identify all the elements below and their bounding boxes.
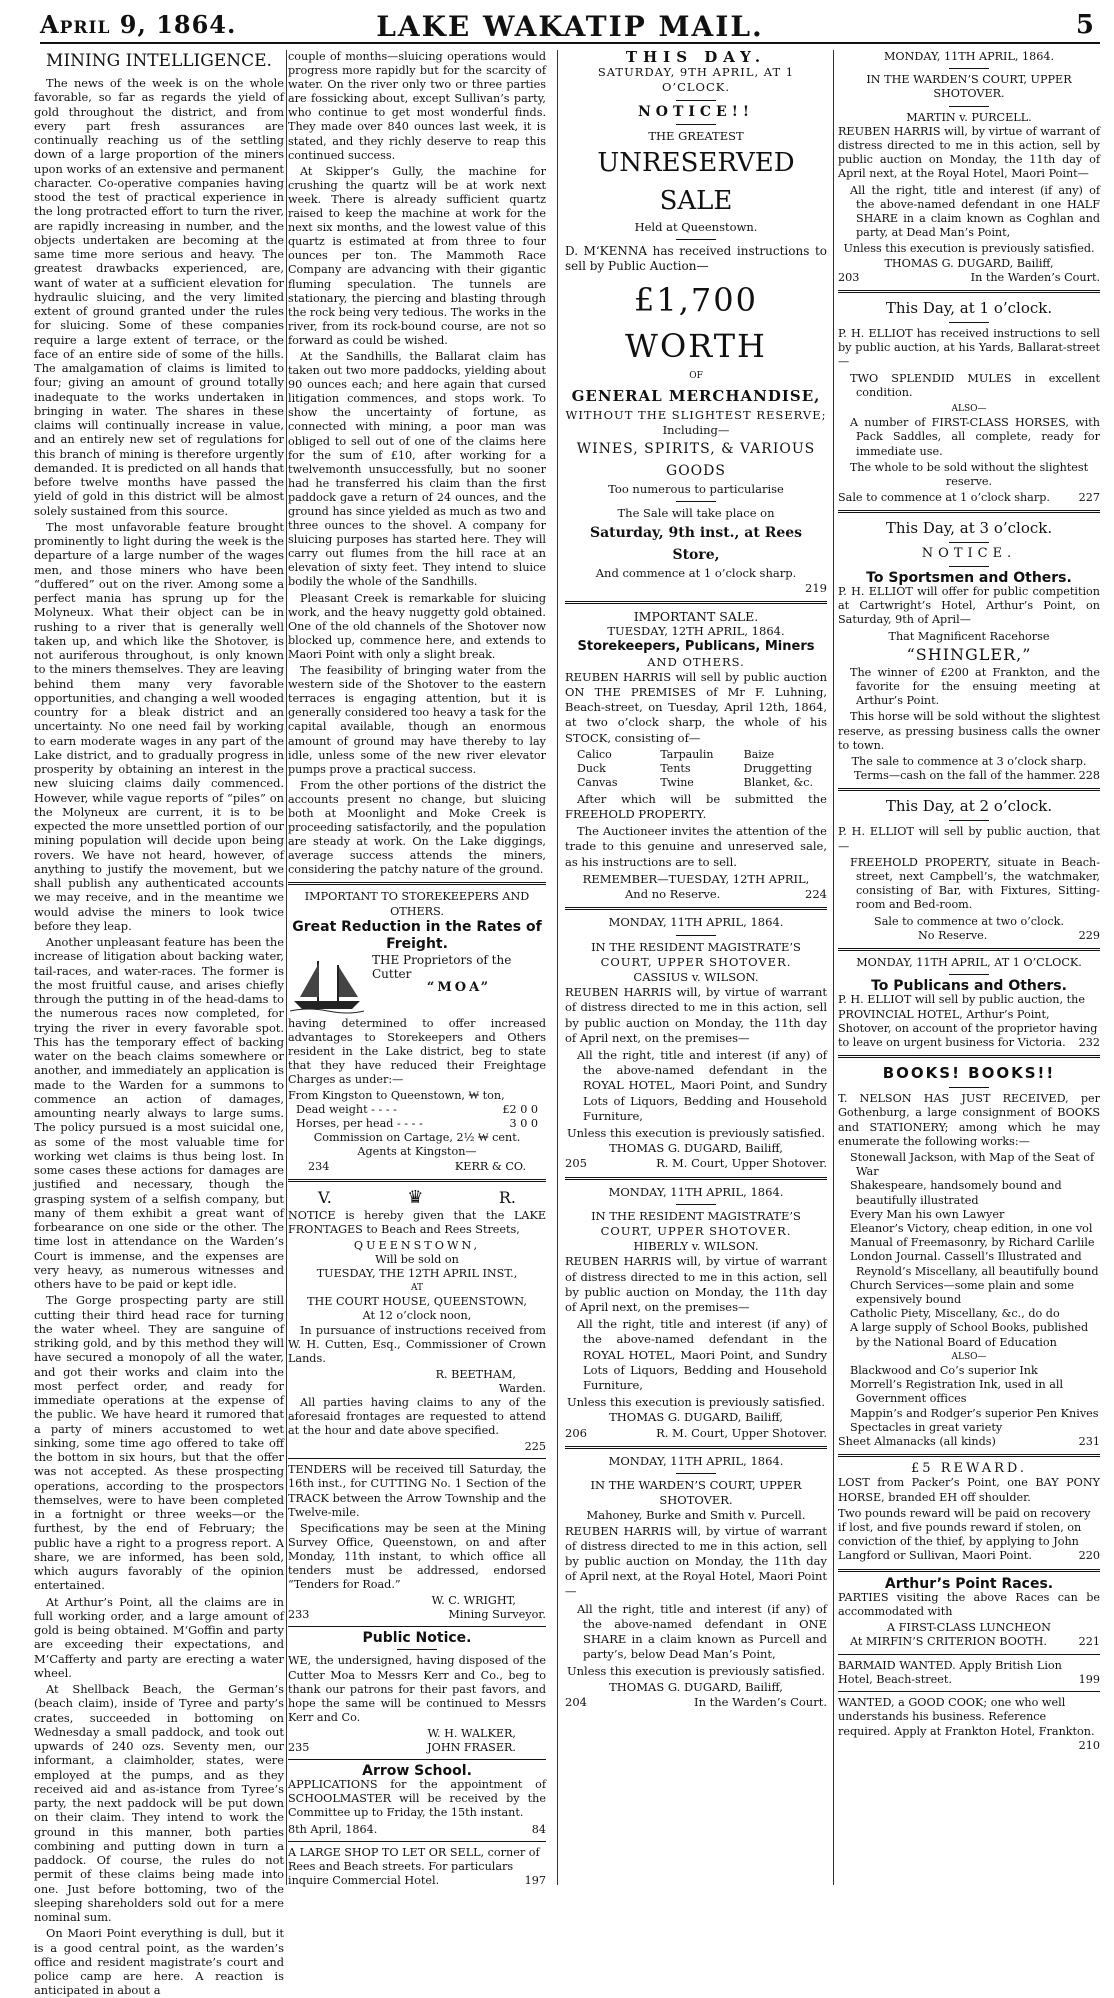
divider bbox=[565, 1446, 827, 1449]
mahoney-notice bbox=[565, 1454, 827, 1710]
ad-number: 197 bbox=[524, 1873, 546, 1887]
notice-line: Unless this execution is previously satisfied. bbox=[566, 1125, 826, 1140]
article-paragraph: At the Sandhills, the Ballarat claim has taken out two more paddocks, yielding about 90 ounces each; and here again that cursed litigation commences, and stops work. To show the uncertainty of fortune, as connected with mining, a poor man was obliged to sell out of one of the claims here for the sum of £10, after working for a twelvemonth unsuccessfully, but no sooner had he transferred his claim than the first paddock gave a return of 24 ounces, and the ground has since yielded as much as two and three ounces to the shovel. A company for sluicing purposes has started here. They will carry out flumes from the hill race at an elevation of sixty feet. They intend to sluice bodily the whole of the Sandhills. bbox=[288, 349, 546, 589]
moa-footer: 234 KERR & CO. bbox=[308, 1159, 526, 1173]
cook-notice bbox=[838, 1696, 1100, 1752]
article-paragraph: The most unfavorable feature brought prominently to light during the week is the departure of a large number of the wages men, and those miners who have been “duffered” out on the river. Among some a perfect mania has sprung up for the Molyneux. What their object can be in rushing to a river that is generally well taken up, and which like the Shotover, is not auriferous throughout, is only known to the miners themselves. They are leaving behind them many very favorable opportunities, and changing a well wooded country for a bleak district and an uncertainty. No one need fail by working to earn moderate wages in any part of the Lake district, and to gradually progress in prosperity by obtaining an interest in the new sluicing claims daily commenced. However, while vague reports of “piles” on the Molyneux are current, it is to be expected the more unsettled portion of our mining population will decide upon being rovers. We have not heard, however, of anything to justify the movement, but we shall publish any authenticated accounts we may receive, and in the meantime we would advise the miners to look twice before they leap. bbox=[34, 519, 284, 933]
column-1 bbox=[34, 50, 284, 1998]
article-paragraph: At Arthur’s Point, all the claims are in full working order, and a large amount of gold is being obtained. M‘Goffin and party are exceeding their expectations, and M‘Cafferty and party are erecting a water wheel. bbox=[34, 1594, 284, 1680]
notice-subheading: Storekeepers, Publicans, Miners bbox=[577, 639, 815, 655]
article-paragraph: From the other portions of the district the accounts present no change, but sluicing both at Moonlight and Moke Creek is proceeding satisfactorily, and the population are steady at work. On the Lake diggings, average success attends the miners, considering the patchy nature of the ground. bbox=[288, 778, 546, 877]
article-paragraph: couple of months—sluicing operations would progress more rapidly but for the scarcity of water. On the river only two or three parties are fossicking about, except Sullivan’s party, who continue to get most wonderful finds. They made over 840 ounces last week, it is stated, and they richly deserve to reap this continued success. bbox=[288, 50, 546, 162]
article-paragraph: At Skipper’s Gully, the machine for crushing the quartz will be at work next week. There is already sufficient quartz raised to keep the machine at work for the next six months, and the lowest value of this quartz is estimated at from three to four ounces per ton. The Mammoth Race Company are advancing with their gigantic fluming speculation. The tunnels are stationary, the piercing and blasting through the rock being very tedious. The works in the river, from its rock-bound course, are not so forward as could be wished. bbox=[288, 164, 546, 347]
notice-line: AT bbox=[410, 1283, 423, 1294]
sale-line: Held at Queenstown. bbox=[634, 220, 758, 235]
book-item: Spectacles in great variety bbox=[850, 1420, 1003, 1434]
freehold-notice bbox=[838, 796, 1100, 943]
divider bbox=[949, 1087, 989, 1088]
notice-date: MONDAY, 11TH APRIL, 1864. bbox=[608, 1453, 784, 1468]
sale-line: AND OTHERS. bbox=[647, 654, 745, 669]
mining-intelligence-title: MINING INTELLIGENCE. bbox=[46, 51, 272, 71]
reward-notice bbox=[838, 1462, 1100, 1563]
notice-body: P. H. ELLIOT will sell by public auction, that— bbox=[838, 825, 1100, 853]
notice-body: T. NELSON HAS JUST RECEIVED, per Gothenburg, a large consignment of BOOKS and STATIONERY; among which he may enumerate the following works:— bbox=[838, 1092, 1100, 1148]
divider bbox=[838, 510, 1100, 513]
ship-icon bbox=[288, 955, 366, 1015]
sale-body: D. M‘KENNA has received instructions to sell by Public Auction— bbox=[565, 244, 827, 274]
notice-body: This horse will be sold without the slightest reserve, as pressing business calls the owner to town. bbox=[838, 710, 1100, 752]
important-sale bbox=[565, 609, 827, 902]
notice-body: BARMAID WANTED. Apply British Lion Hotel, Beach-street. bbox=[838, 1658, 1062, 1686]
hiberly-footer: 206 R. M. Court, Upper Shotover. bbox=[565, 1425, 827, 1440]
notice-body: All the right, title and interest (if any) of the above-named defendant in the ROYAL HOTEL, Maori Point, and Sundry Lots of Liquors, Bedding and Household Furniture, bbox=[577, 1047, 827, 1123]
signer: THOMAS G. DUGARD, Bailiff, bbox=[884, 256, 1054, 270]
column-rule bbox=[286, 50, 287, 1885]
ad-number: 225 bbox=[524, 1440, 546, 1454]
ad-number: 219 bbox=[805, 580, 827, 595]
notice-heading: IMPORTANT SALE. bbox=[633, 609, 759, 625]
divider bbox=[838, 948, 1100, 951]
divider bbox=[565, 601, 827, 604]
notice-body: P. H. ELLIOT will sell by public auction, the PROVINCIAL HOTEL, Arthur’s Point, Shotover, on account of the proprietor having to leave on urgent business for Victoria. bbox=[838, 993, 1098, 1049]
column-3 bbox=[565, 50, 827, 1885]
sale-headline: UNRESERVED SALE bbox=[597, 148, 795, 217]
case-name: CASSIUS v. WILSON. bbox=[633, 969, 759, 984]
divider bbox=[288, 1759, 546, 1760]
races-footer: At MIRFIN’S CRITERION BOOTH. 221 bbox=[850, 1635, 1100, 1649]
page-number: 5 bbox=[1075, 10, 1094, 40]
masthead bbox=[40, 8, 1100, 44]
divider bbox=[949, 106, 989, 107]
court-name: IN THE RESIDENT MAGISTRATE’S bbox=[591, 1208, 801, 1223]
notice-line: ALSO— bbox=[951, 1351, 987, 1362]
book-item: Every Man his own Lawyer bbox=[850, 1207, 1005, 1221]
notice-body: The whole to be sold without the slightest reserve. bbox=[849, 460, 1089, 489]
notice-line: Unless this execution is previously satisfied. bbox=[566, 1664, 826, 1679]
article-paragraph: Pleasant Creek is remarkable for sluicing work, and the heavy nuggetty gold obtained. One of the old channels of the Shotover now blocked up, commence here, and extends to Maori Point with only a slight break. bbox=[288, 591, 546, 661]
sale-line: OF bbox=[689, 370, 703, 381]
sale-line: THE GREATEST bbox=[648, 128, 744, 143]
moa-route: From Kingston to Queenstown, ₩ ton, bbox=[288, 1089, 505, 1103]
notice-body: All the right, title and interest (if any) of the above-named defendant in the ROYAL HOTEL, Maori Point, and Sundry Lots of Liquors, Bedding and Household Furniture, bbox=[577, 1317, 827, 1392]
column-4 bbox=[838, 50, 1100, 1885]
divider bbox=[397, 1649, 437, 1650]
book-item: Morrell’s Registration Ink, used in all Government offices bbox=[850, 1378, 1064, 1406]
notice-body: APPLICATIONS for the appointment of SCHOOLMASTER will be received by the Committee up to Friday, the 15th instant. bbox=[288, 1778, 546, 1820]
column-rule bbox=[833, 50, 834, 1885]
court-name: COURT, UPPER SHOTOVER. bbox=[600, 954, 792, 969]
notice-heading: £5 REWARD. bbox=[911, 1461, 1027, 1477]
notice-body: P. H. ELLIOT has received instructions to sell by public auction, at his Yards, Ballarat-street— bbox=[838, 327, 1100, 369]
cassius-notice bbox=[565, 915, 827, 1171]
notice-body: WANTED, a GOOD COOK; one who well understands his business. Reference required. Apply at Frankton Hotel, Frankton. bbox=[838, 1696, 1095, 1738]
book-item: London Journal. Cassell’s Illustrated and Reynold’s Miscellany, all beautifully bound bbox=[850, 1250, 1099, 1278]
divider bbox=[288, 1458, 546, 1459]
sale-line: WITHOUT THE SLIGHTEST RESERVE; bbox=[565, 407, 827, 422]
notice-line: ALSO— bbox=[951, 404, 987, 415]
divider bbox=[838, 1569, 1100, 1572]
books-footer: Sheet Almanacks (all kinds) 231 bbox=[838, 1435, 1100, 1449]
stock-item: Blanket, &c. bbox=[743, 775, 813, 789]
divider bbox=[676, 100, 716, 101]
divider bbox=[288, 1626, 546, 1627]
notice-body: REUBEN HARRIS will, by virtue of warrant of distress directed to me in this action, sell by public auction on Monday, the 11th day of April next, on the premises— bbox=[565, 1254, 827, 1314]
book-item: Mappin’s and Rodger’s superior Pen Knives bbox=[850, 1406, 1099, 1420]
notice-body: Two pounds reward will be paid on recovery if lost, and five pounds reward if stolen, on conviction of the thief, by applying to John Langford or Sullivan, Maori Point. bbox=[838, 1506, 1091, 1563]
book-item: A large supply of School Books, published by the National Board of Education bbox=[850, 1321, 1089, 1349]
shingler-notice bbox=[838, 518, 1100, 783]
case-name: Mahoney, Burke and Smith v. Purcell. bbox=[586, 1508, 806, 1523]
races-notice bbox=[838, 1577, 1100, 1650]
book-item: Catholic Piety, Miscellany, &c., do do bbox=[850, 1307, 1060, 1321]
article-paragraph: On Maori Point everything is dull, but it is a good central point, as the warden’s office and resident magistrate’s court and police camp are here. A reaction is anticipated in about a bbox=[34, 1926, 284, 1998]
sale-body: The Auctioneer invites the attention of the trade to this genuine and unreserved sale, as his instructions are to sell. bbox=[565, 824, 827, 869]
lake-frontages-notice bbox=[288, 1209, 546, 1455]
divider bbox=[838, 788, 1100, 791]
tenders-notice bbox=[288, 1463, 546, 1622]
stock-items bbox=[577, 748, 827, 790]
freehold-footer: No Reserve. 229 bbox=[918, 928, 1100, 942]
notice-body: REUBEN HARRIS will, by virtue of warrant of distress directed to me in this action, sell by public auction on Monday, the 11th day of April next, at the Royal Hotel, Maori Point— bbox=[565, 1523, 827, 1599]
arrow-school-footer: 8th April, 1864. 84 bbox=[288, 1822, 546, 1836]
divider bbox=[838, 290, 1100, 293]
divider bbox=[676, 239, 716, 240]
sale-body: REUBEN HARRIS will sell by public auction ON THE PREMISES of Mr F. Luhning, Beach-street, on Tuesday, April 12th, 1864, at two o’clock sharp, the whole of his STOCK, consisting of— bbox=[565, 669, 827, 745]
signer: THOMAS G. DUGARD, Bailiff, bbox=[609, 1410, 783, 1425]
stock-item: Calico bbox=[577, 747, 612, 761]
divider bbox=[949, 68, 989, 69]
article-paragraph: At Shellback Beach, the German’s (beach claim), inside of Tyree and party’s crates, succeeded in bottoming on Wednesday a small paddock, and took out upwards of 240 ozs. Seventy men, our informant, a claimholder, states, were employed at the pumps, and as they received aid and as-istance from Tyree’s party, the next paddock will be put down on their claim. They intend to work the ground in this manner, both parties combining and putting down in turn a paddock. Of course, the rules do not permit of these claims being made into one. Just before bottoming, two of the sleeping shareholders sold out for a mere nominal sum. bbox=[34, 1682, 284, 1924]
case-name: HIBERLY v. WILSON. bbox=[633, 1239, 759, 1254]
this-day-heading: THIS DAY. bbox=[625, 48, 767, 66]
notice-body: A LARGE SHOP TO LET OR SELL, corner of Rees and Beach streets. For particulars inquire Commercial Hotel. bbox=[288, 1845, 540, 1887]
notice-body: Specifications may be seen at the Mining Survey Office, Queenstown, on and after Monday, 11th instant, to which office all tenders must be addressed, endorsed “Tenders for Road.” bbox=[288, 1521, 546, 1592]
column-rule bbox=[557, 50, 558, 1885]
moa-intro: THE Proprietors of the Cutter bbox=[372, 952, 512, 981]
notice-body: LOST from Packer’s Point, one BAY PONY HORSE, branded EH off shoulder. bbox=[838, 1476, 1100, 1504]
hiberly-notice bbox=[565, 1185, 827, 1441]
notice-line: Sale to commence at two o’clock. bbox=[874, 914, 1064, 928]
notice-line: That Magnificent Racehorse bbox=[888, 629, 1050, 643]
stock-item: Twine bbox=[660, 775, 694, 789]
notice-line: A FIRST-CLASS LUNCHEON bbox=[887, 1621, 1051, 1635]
important-sale-footer: And no Reserve. 224 bbox=[625, 887, 827, 902]
stock-item: Druggetting bbox=[743, 761, 812, 775]
sale-line: And commence at 1 o’clock sharp. bbox=[595, 565, 797, 580]
moa-heading: IMPORTANT TO STOREKEEPERS AND OTHERS. bbox=[304, 890, 530, 918]
signer: R. BEETHAM, bbox=[435, 1367, 516, 1381]
notice-subheading: To Publicans and Others. bbox=[871, 978, 1067, 995]
ad-number: 199 bbox=[1078, 1672, 1100, 1686]
notice-line: The sale to commence at 3 o’clock sharp. bbox=[851, 754, 1087, 768]
signer: W. C. WRIGHT, bbox=[431, 1594, 516, 1608]
signer-role: Warden. bbox=[498, 1381, 546, 1395]
notice-date: MONDAY, 11TH APRIL, 1864. bbox=[883, 50, 1055, 63]
divider bbox=[949, 566, 989, 567]
crown-icon: ♛ bbox=[407, 1186, 424, 1208]
ad-number: 232 bbox=[1078, 1035, 1100, 1049]
sale-line: The Sale will take place on bbox=[617, 506, 775, 521]
public-notice-footer: 235 JOHN FRASER. bbox=[288, 1741, 516, 1755]
court-name: COURT, UPPER SHOTOVER. bbox=[600, 1223, 792, 1238]
signer: THOMAS G. DUGARD, Bailiff, bbox=[609, 1141, 783, 1156]
notice-body: NOTICE is hereby given that the LAKE FRONTAGES to Beach and Rees Streets, bbox=[288, 1208, 546, 1236]
mules-footer: Sale to commence at 1 o’clock sharp. 227 bbox=[838, 491, 1100, 505]
sale-date: TUESDAY, 12TH APRIL, 1864. bbox=[607, 624, 785, 639]
vr-header: V. ♛ R. bbox=[318, 1186, 516, 1208]
book-item: Church Services—some plain and some expensively bound bbox=[850, 1278, 1075, 1307]
martin-footer: 203 In the Warden’s Court. bbox=[838, 270, 1100, 284]
notice-body: The winner of £200 at Frankton, and the favorite for the ensuing meeting at Arthur’s Point. bbox=[850, 665, 1100, 708]
divider bbox=[838, 1055, 1100, 1058]
court-name: IN THE WARDEN’S COURT, UPPER SHOTOVER. bbox=[866, 73, 1072, 101]
book-item: Shakespeare, handsomely bound and beautifully illustrated bbox=[850, 1179, 1062, 1207]
notice-date: MONDAY, 11TH APRIL, 1864. bbox=[608, 1184, 784, 1199]
divider bbox=[288, 882, 546, 885]
divider bbox=[949, 820, 989, 821]
article-paragraph: The Gorge prospecting party are still cutting their third head race for turning the water wheel. They are sanguine of striking gold, and by this method they will have secured a monopoly of all the water, and got their works and claim into the most perfect order, and ready for immediate operations at the expense of the public. We have heard it rumored that a party of miners accustomed to wet sinking, some time ago offered to take off the bottom in six hours, but that the offer was not accepted. As these prospecting operations, according to the prospectors themselves, were to have been completed in a fortnight or three weeks—or the furthest, by the end of February; the public have a right to a progress report. A share, we are informed, has been sold, which augurs favorably of the opinion entertained. bbox=[34, 1293, 284, 1593]
divider bbox=[676, 124, 716, 125]
public-notice bbox=[288, 1631, 546, 1755]
sale-date: SATURDAY, 9TH APRIL, AT 1 O’CLOCK. bbox=[597, 65, 795, 95]
signer: THOMAS G. DUGARD, Bailiff, bbox=[609, 1679, 783, 1694]
sale-line: REMEMBER—TUESDAY, 12TH APRIL, bbox=[582, 871, 810, 886]
book-item: Stonewall Jackson, with Map of the Seat of War bbox=[850, 1150, 1095, 1179]
notice-subheading: To Sportsmen and Others. bbox=[866, 569, 1072, 586]
ad-number: 220 bbox=[1078, 1549, 1100, 1563]
mahoney-footer: 204 In the Warden’s Court. bbox=[565, 1694, 827, 1709]
divider bbox=[838, 1454, 1100, 1457]
sale-goods: GENERAL MERCHANDISE, bbox=[571, 386, 821, 405]
notice-line: Unless this execution is previously satisfied. bbox=[566, 1395, 826, 1410]
divider bbox=[288, 1179, 546, 1182]
divider bbox=[676, 501, 716, 502]
divider bbox=[288, 1841, 546, 1842]
notice-line: Unless this execution is previously satisfied. bbox=[843, 242, 1095, 256]
article-paragraph: Another unpleasant feature has been the increase of litigation about backing water, tail-races, and water-races. The former is the most fruitful cause, and arises chiefly through the putting in of the head-dams to the numerous races now completed, for trying the river in every favorable spot. This has the temporary effect of backing water on the beach claims somewhere or another, and immediately an application is made to the Warden for a summons to commence an action of damages, amounting nearly always to large sums. The policy pursued is a most suicidal one, as some of the most valuable time for working wet claims is thus being lost. In some cases these actions for damages are justified and necessary, though the grasping system of a selfish company, but many of them exhibit a great want of forbearance on one side or the other. The time lost in attendance on the Warden’s Court is immense, and the expenses are very heavy, as numerous witnesses and others have to be paid or kept idle. bbox=[34, 935, 284, 1291]
ad-number: 210 bbox=[1078, 1738, 1100, 1752]
notice-body: FREEHOLD PROPERTY, situate in Beach-street, next Campbell’s, the watchmaker, consisting of Bar, with Fixtures, Sitting-room and Bed-room. bbox=[850, 855, 1100, 912]
arrow-school-notice bbox=[288, 1764, 546, 1836]
notice-heading: Arrow School. bbox=[362, 1763, 472, 1780]
moa-subheading: Great Reduction in the Rates of Freight. bbox=[292, 918, 542, 952]
notice-time: At 12 o’clock noon, bbox=[362, 1309, 472, 1323]
sale-when: Saturday, 9th inst., at Rees Store, bbox=[589, 524, 803, 563]
notice-heading: Arthur’s Point Races. bbox=[884, 1575, 1054, 1592]
martin-notice bbox=[838, 50, 1100, 285]
notice-body: WE, the undersigned, having disposed of the Cutter Moa to Messrs Kerr and Co., beg to thank our patrons for their past favors, and hope the same will be continued to Messrs Kerr and Co. bbox=[288, 1654, 546, 1724]
court-name: IN THE WARDEN’S COURT, UPPER SHOTOVER. bbox=[590, 1478, 802, 1508]
article-paragraph: The feasibility of bringing water from the western side of the Shotover to the eastern terraces is engaging attention, but it is generally considered too heavy a task for the capital available, though an enormous amount of ground may have thereby to lay idle, unless some of the new river elevator pumps prove a practical success. bbox=[288, 664, 546, 776]
notice-body: All the right, title and interest (if any) of the above-named defendant in ONE SHARE in a claim known as Purcell and party’s, below Dead Man’s Point, bbox=[577, 1601, 827, 1662]
notice-heading: Public Notice. bbox=[362, 1630, 472, 1647]
moa-commission: Commission on Cartage, 2½ ₩ cent. bbox=[313, 1131, 521, 1145]
horse-name: “SHINGLER,” bbox=[906, 644, 1032, 664]
book-item: Blackwood and Co’s superior Ink bbox=[850, 1364, 1038, 1378]
town-name: QUEENSTOWN, bbox=[353, 1238, 481, 1252]
moa-ship-name: “MOA” bbox=[426, 979, 492, 995]
stock-item: Baize bbox=[743, 747, 775, 761]
mules-notice bbox=[838, 298, 1100, 505]
dead-weight-row: Dead weight - - - - £2 0 0 bbox=[296, 1103, 538, 1117]
book-item: Manual of Freemasonry, by Richard Carlile bbox=[850, 1236, 1095, 1250]
notice-heading: NOTICE. bbox=[921, 546, 1017, 562]
masthead-title: LAKE WAKATIP MAIL. bbox=[376, 10, 764, 43]
sale-line: Too numerous to particularise bbox=[608, 482, 784, 497]
sale-body: After which will be submitted the FREEHOLD PROPERTY. bbox=[565, 791, 827, 822]
notice-body: REUBEN HARRIS will, by virtue of warrant of distress directed to me in this action, sell by public auction on Monday, the 11th day of April next, at the Royal Hotel, Maori Point— bbox=[838, 124, 1100, 181]
sale-amount: £1,700 WORTH bbox=[625, 280, 767, 365]
stock-item: Duck bbox=[577, 761, 606, 775]
stock-item: Canvas bbox=[577, 775, 618, 789]
books-notice bbox=[838, 1063, 1100, 1449]
divider bbox=[838, 1691, 1100, 1692]
notice-body: In pursuance of instructions received from W. H. Cutten, Esq., Commissioner of Crown Lands. bbox=[288, 1323, 546, 1365]
case-name: MARTIN v. PURCELL. bbox=[906, 110, 1032, 124]
notice-date: MONDAY, 11TH APRIL, 1864. bbox=[608, 915, 784, 930]
barmaid-notice bbox=[838, 1659, 1100, 1687]
column-2 bbox=[288, 50, 546, 1885]
divider bbox=[949, 974, 989, 975]
divider bbox=[676, 935, 716, 936]
divider bbox=[949, 542, 989, 543]
notice-body: REUBEN HARRIS will, by virtue of warrant of distress directed to me in this action, sell by public auction on Monday, the 11th day of April next, on the premises— bbox=[565, 985, 827, 1045]
divider bbox=[565, 1177, 827, 1180]
notice-body: PARTIES visiting the above Races can be accommodated with bbox=[838, 1590, 1100, 1619]
horses-row: Horses, per head - - - - 3 0 0 bbox=[296, 1117, 538, 1131]
notice-heading: NOTICE!! bbox=[637, 103, 755, 120]
notice-place: THE COURT HOUSE, QUEENSTOWN, bbox=[307, 1295, 527, 1309]
divider bbox=[676, 1473, 716, 1474]
notice-body: TENDERS will be received till Saturday, the 16th inst., for CUTTING No. 1 Section of the TRACK between the Arrow Township and the Twelve-mile. bbox=[288, 1463, 546, 1519]
moa-notice bbox=[288, 890, 546, 1173]
publicans-notice bbox=[838, 956, 1100, 1050]
notice-body: All the right, title and interest (if any) of the above-named defendant in one HALF SHARE in a claim known as Coghlan and party, at Dead Man’s Point, bbox=[850, 183, 1100, 240]
signer: W. H. WALKER, bbox=[427, 1726, 516, 1740]
notice-body: A number of FIRST-CLASS HORSES, with Pack Saddles, all complete, ready for immediate use. bbox=[850, 416, 1100, 458]
stock-item: Tents bbox=[660, 761, 691, 775]
tenders-footer: 233 Mining Surveyor. bbox=[288, 1608, 546, 1622]
stock-item: Tarpaulin bbox=[660, 747, 714, 761]
shop-notice bbox=[288, 1846, 546, 1888]
notice-body: TWO SPLENDID MULES in excellent condition. bbox=[850, 371, 1100, 399]
divider bbox=[949, 322, 989, 323]
notice-date: TUESDAY, THE 12TH APRIL INST., bbox=[316, 1267, 518, 1281]
notice-body: P. H. ELLIOT will offer for public competition at Cartwright’s Hotel, Arthur’s Point, on Saturday, 9th of April— bbox=[838, 584, 1100, 627]
divider bbox=[838, 1654, 1100, 1655]
notice-line: Will be sold on bbox=[375, 1253, 459, 1267]
article-paragraph: The news of the week is on the whole favorable, so far as regards the yield of gold throughout the district, and from every part fresh assurances are continually reaching us of the settling down of a large proportion of the miners upon works of an extensive and permanent character. Co-operative companies having stood the test of practical experience in the long protracted effort to turn the river, are rapidly increasing in number, and the objects undertaken are becoming at the same time more serious and heavy. The greatest drawbacks experienced, are, want of water at a sufficient elevation for hydraulic sluicing, and the very limited extent of ground granted under the rules for sluicing. Some of these companies require a large extent of terrace, or the face of an entire side of some of the hills. The amalgamation of claims is limited to four; giving an amount of ground totally inadequate to the works undertaken in bringing in water. The shares in these claims will continually increase in value, and an entirely new set of regulations for this branch of mining is therefore urgently demanded. It is predicted on all hands that before twelve months have passed the yield of gold in this district will be almost solely sustained from this source. bbox=[34, 76, 284, 518]
moa-agents: Agents at Kingston— bbox=[357, 1145, 477, 1159]
notice-heading: BOOKS! BOOKS!! bbox=[882, 1064, 1056, 1083]
masthead-date: April 9, 1864. bbox=[40, 10, 237, 39]
book-item: Eleanor’s Victory, cheap edition, in one vol bbox=[850, 1222, 1093, 1235]
cassius-footer: 205 R. M. Court, Upper Shotover. bbox=[565, 1156, 827, 1171]
court-name: IN THE RESIDENT MAGISTRATE’S bbox=[591, 939, 801, 954]
divider bbox=[565, 907, 827, 910]
notice-date: MONDAY, 11TH APRIL, AT 1 O’CLOCK. bbox=[856, 955, 1082, 969]
notice-heading: This Day, at 1 o’clock. bbox=[885, 299, 1053, 318]
sale-goods: WINES, SPIRITS, & VARIOUS GOODS bbox=[576, 441, 816, 480]
notice-heading: This Day, at 2 o’clock. bbox=[885, 797, 1053, 816]
notice-body: All parties having claims to any of the aforesaid frontages are requested to attend at the hour and date above specified. bbox=[288, 1395, 546, 1438]
shingler-footer: Terms—cash on the fall of the hammer. 228 bbox=[854, 769, 1100, 783]
divider bbox=[676, 1204, 716, 1205]
moa-body: having determined to offer increased advantages to Storekeepers and Others resident in the Lake district, beg to state that they have reduced their Freightage Charges as under:— bbox=[288, 1016, 546, 1086]
sale-line: Including— bbox=[662, 423, 730, 438]
notice-heading: This Day, at 3 o’clock. bbox=[885, 519, 1053, 538]
